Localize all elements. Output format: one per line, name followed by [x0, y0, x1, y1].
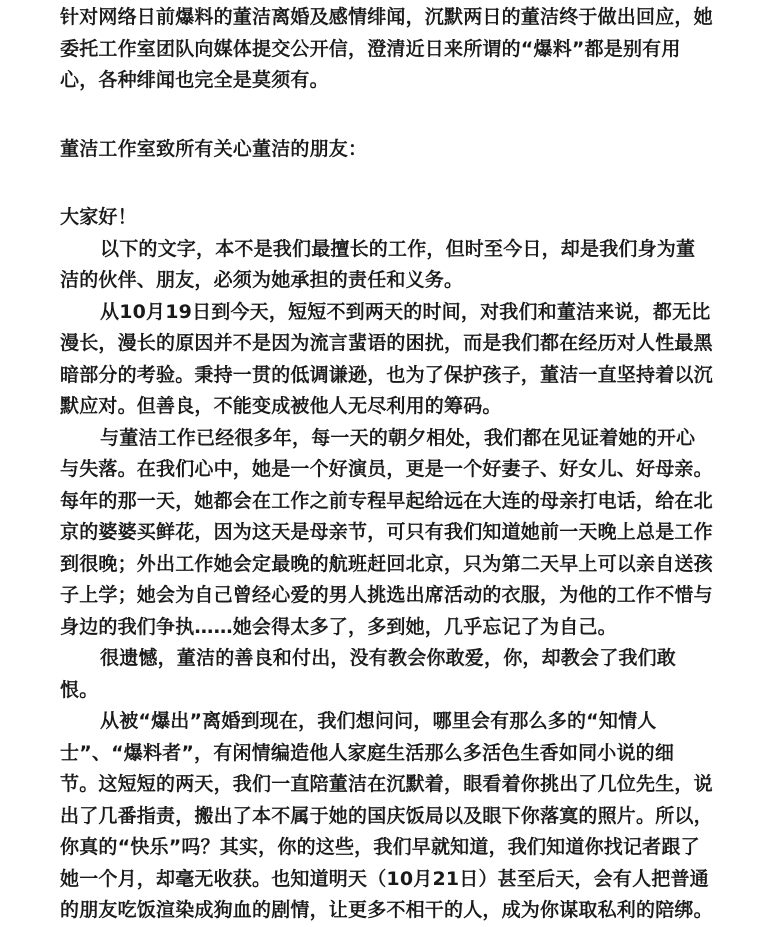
paragraph-line: 洁的伙伴、朋友，必须为她承担的责任和义务。	[60, 269, 464, 291]
paragraph-line: 身边的我们争执……她会得太多了，多到她，几乎忘记了为自己。	[60, 615, 617, 638]
paragraph-1	[60, 234, 710, 297]
intro-line: 委托工作室团队向媒体提交公开信，澄清近日来所谓的“爆料”都是别有用	[60, 37, 681, 60]
paragraph-5	[60, 706, 713, 927]
paragraph-line: 与失落。在我们心中，她是一个好演员，更是一个好妻子、好女儿、好母亲。	[60, 458, 713, 480]
paragraph-line: 与董洁工作已经很多年，每一天的朝夕相处，我们都在见证着她的开心	[100, 426, 696, 449]
letter-heading: 董洁工作室致所有关心董洁的朋友：	[60, 137, 368, 160]
letter-greeting: 大家好！	[60, 206, 137, 228]
paragraph-line: 节。这短短的两天，我们一直陪董洁在沉默着，眼看着你挑出了几位先生，说	[60, 773, 713, 795]
paragraph-4	[60, 643, 710, 706]
paragraph-line: 从10月19日到今天，短短不到两天的时间，对我们和董洁来说，都无比	[100, 300, 711, 323]
intro-line: 心，各种绯闻也完全是莫须有。	[60, 69, 329, 91]
intro-section	[60, 2, 713, 97]
paragraph-line: 从被“爆出”离婚到现在，我们想问问，哪里会有那么多的“知情人	[100, 710, 657, 732]
paragraph-line: 暗部分的考验。秉持一贯的低调谦逊，也为了保护孩子，董洁一直坚持着以沉	[60, 363, 713, 386]
paragraph-line: 恨。	[60, 678, 99, 701]
paragraph-line: 默应对。但善良，不能变成被他人无尽利用的筹码。	[60, 395, 502, 417]
paragraph-line: 你真的“快乐”吗？其实，你的这些，我们早就知道，我们知道你找记者跟了	[60, 836, 700, 858]
paragraph-line: 子上学；她会为自己曾经心爱的男人挑选出席活动的衣服，为他的工作不惜与	[60, 584, 713, 606]
paragraph-line: 每年的那一天，她都会在工作之前专程早起给远在大连的母亲打电话，给在北	[60, 489, 713, 512]
paragraph-line: 士”、“爆料者”，有闲情编造他人家庭生活那么多活色生香如同小说的细	[60, 741, 675, 764]
paragraph-line: 的朋友吃饭渲染成狗血的剧情，让更多不相干的人，成为你谋取私利的陪绑。	[60, 899, 713, 921]
paragraph-line: 京的婆婆买鲜花，因为这天是母亲节，可只有我们知道她前一天晚上总是工作	[60, 521, 713, 543]
paragraph-line: 漫长，漫长的原因并不是因为流言蜚语的困扰，而是我们都在经历对人性最黑	[60, 332, 713, 354]
paragraph-line: 她一个月，却毫无收获。也知道明天（10月21日）甚至后天，会有人把普通	[60, 867, 709, 890]
letter-page	[60, 0, 713, 927]
intro-line: 针对网络日前爆料的董洁离婚及感情绯闻，沉默两日的董洁终于做出回应，她	[60, 6, 713, 28]
paragraph-line: 出了几番指责，搬出了本不属于她的国庆饭局以及眼下你落寞的照片。所以，	[60, 804, 713, 827]
paragraph-line: 很遗憾，董洁的善良和付出，没有教会你敢爱，你，却教会了我们敢	[100, 647, 677, 669]
paragraph-line: 以下的文字，本不是我们最擅长的工作，但时至今日，却是我们身为董	[100, 237, 696, 260]
paragraph-2	[60, 297, 713, 423]
paragraph-3	[60, 423, 713, 644]
paragraph-line: 到很晚；外出工作她会定最晚的航班赶回北京，只为第二天早上可以亲自送孩	[60, 552, 713, 575]
